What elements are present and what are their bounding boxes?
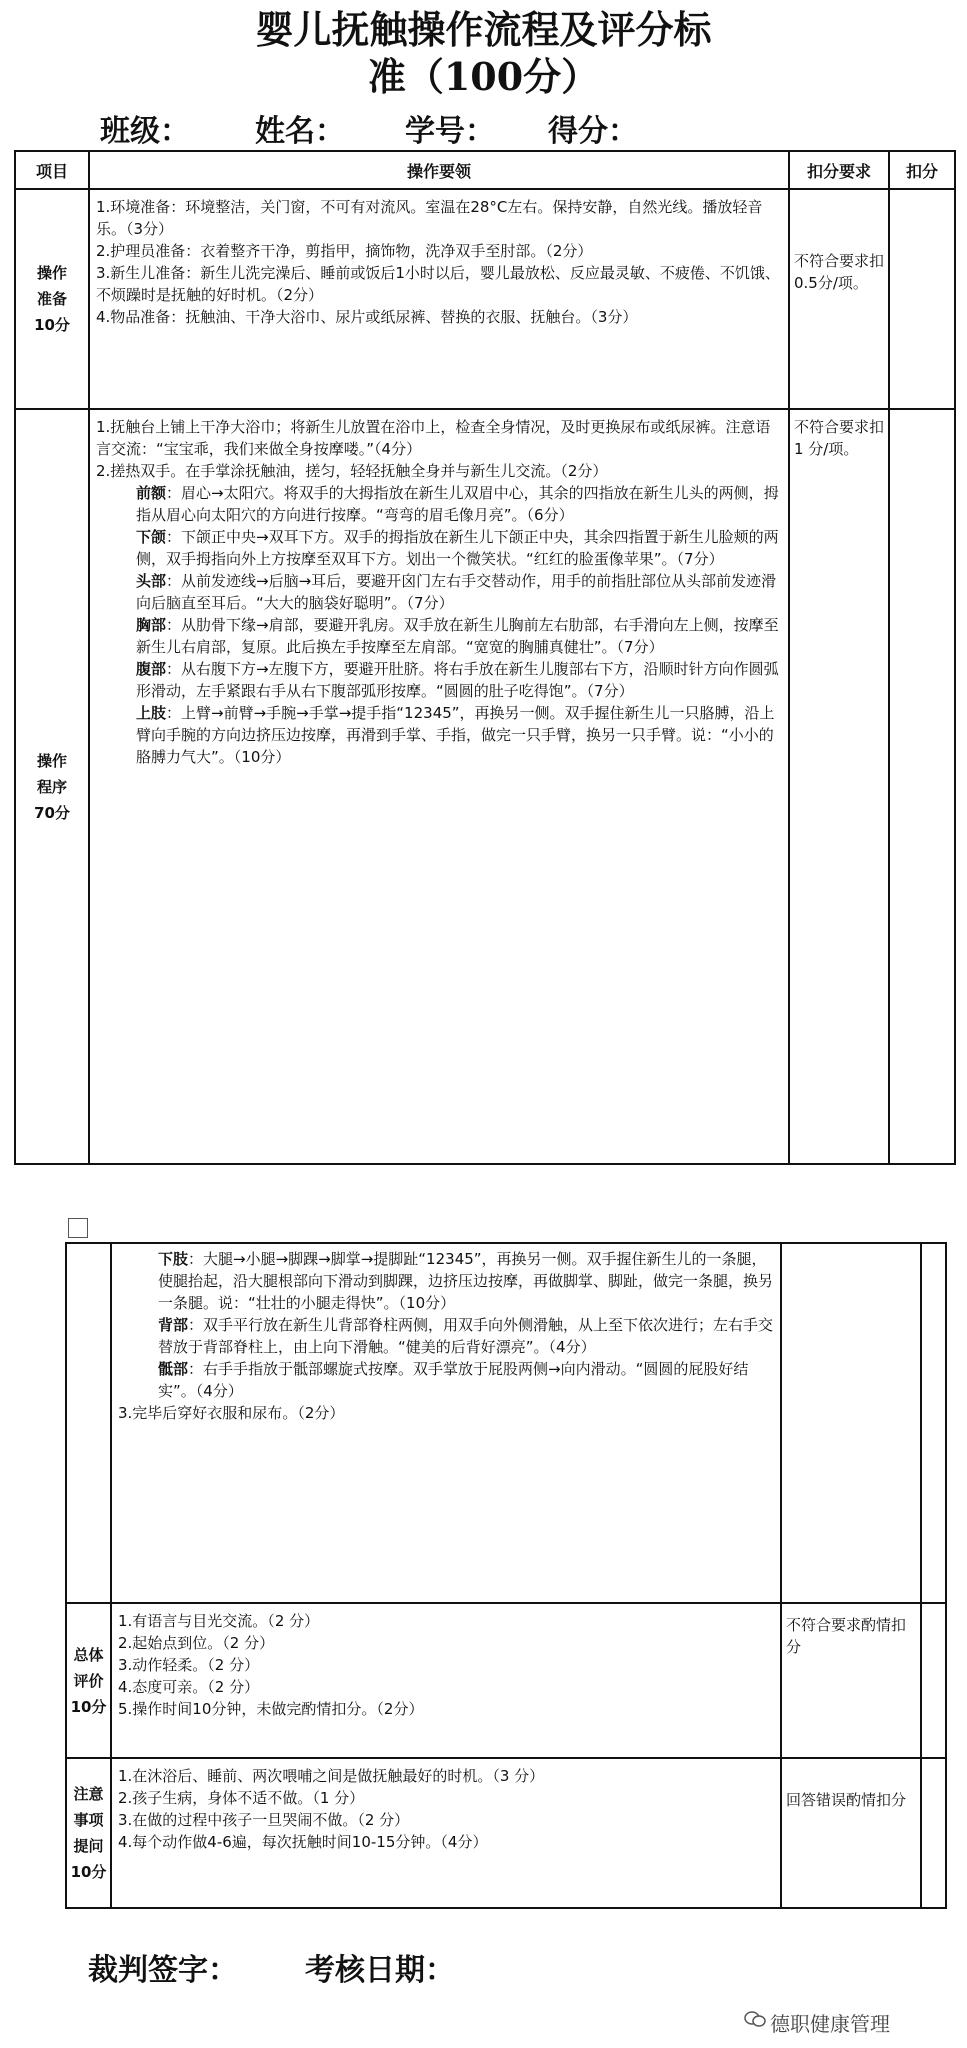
- page-title-line-1: 婴儿抚触操作流程及评分标: [255, 7, 712, 52]
- step-forehead: 前额：眉心→太阳穴。将双手的大拇指放在新生儿双眉中心，其余的四指放在新生儿头的两侧，拇指从眉心向太阳穴的方向进行按摩。“弯弯的眉毛像月亮”。（6分）: [136, 484, 779, 524]
- rule-procedure: 不符合要求扣 1 分/项。: [789, 409, 889, 1164]
- step-sacrum: 骶部：右手手指放于骶部螺旋式按摩。双手掌放于屁股两侧→向内滑动。“圆圆的屁股好结实”。（4分）: [158, 1360, 749, 1400]
- item-notes: 注意 事项 提问 10分: [66, 1758, 111, 1908]
- header-item: 项目: [15, 151, 89, 189]
- header-row: [15, 151, 955, 189]
- wechat-icon: [744, 2010, 766, 2028]
- row-overall: [66, 1603, 946, 1758]
- rule-notes: 回答错误酌情扣分: [781, 1758, 921, 1908]
- deduction-preparation[interactable]: [889, 189, 955, 409]
- row-preparation: [15, 189, 955, 409]
- row-notes: [66, 1758, 946, 1908]
- deduction-notes[interactable]: [921, 1758, 946, 1908]
- scoring-table-part-1: [14, 150, 956, 1165]
- watermark: 德职健康管理: [770, 2012, 890, 2036]
- item-overall: 总体 评价 10分: [66, 1603, 111, 1758]
- rule-overall: 不符合要求酌情扣分: [781, 1603, 921, 1758]
- step-back: 背部：双手平行放在新生儿背部脊柱两侧，用双手向外侧滑触，从上至下依次进行；左右手交替放于背部脊柱上，由上向下滑触。“健美的后背好漂亮”。（4分）: [158, 1316, 774, 1356]
- step-upper-limb: 上肢：上臂→前臂→手腕→手掌→提手指“12345”，再换另一侧。双手握住新生儿一只胳膊，沿上臂向手腕的方向边挤压边按摩，再滑到手掌、手指，做完一只手臂，换另一只手臂。说：“小小的胳膊力气大”。（10分）: [136, 704, 775, 766]
- step-head: 头部：从前发迹线→后脑→耳后，要避开囟门左右手交替动作，用手的前指肚部位从头部前发迹滑向后脑直至耳后。“大大的脑袋好聪明”。（7分）: [136, 572, 777, 612]
- step-lower-limb: 下肢：大腿→小腿→脚踝→脚掌→提脚趾“12345”，再换另一侧。双手握住新生儿的一条腿，使腿抬起，沿大腿根部向下滑动到脚踝，边挤压边按摩，再做脚掌、脚趾，做完一条腿，换另一条腿。说：“壮壮的小腿走得快”。（10分）: [158, 1250, 774, 1312]
- page-title-line-2: 准（100分）: [367, 54, 600, 99]
- step-jaw: 下颌：下颌正中央→双耳下方。双手的拇指放在新生儿下颌正中央，其余四指置于新生儿脸颊的两侧，双手拇指向外上方按摩至双耳下方。划出一个微笑状。“红红的脸蛋像苹果”。（7分）: [136, 528, 779, 568]
- header-deduction: 扣分: [889, 151, 955, 189]
- row-procedure: [15, 409, 955, 1164]
- header-requirements: 操作要领: [89, 151, 789, 189]
- step-abdomen: 腹部：从右腹下方→左腹下方，要避开肚脐。将右手放在新生儿腹部右下方，沿顺时针方向作圆弧形滑动，左手紧跟右手从右下腹部弧形按摩。“圆圆的肚子吃得饱”。（7分）: [136, 660, 779, 700]
- student-id-label: 学号：: [405, 114, 495, 149]
- item-procedure: 操作 程序 70分: [15, 409, 89, 1164]
- deduction-procedure[interactable]: [889, 409, 955, 1164]
- header-deduction-rule: 扣分要求: [789, 151, 889, 189]
- class-label: 班级：: [100, 114, 190, 149]
- requirements-preparation: 1.环境准备：环境整洁，关门窗，不可有对流风。室温在28°C左右。保持安静，自然光线。播放轻音乐。（3分） 2.护理员准备：衣着整齐干净，剪指甲，摘饰物，洗净双手至肘部。（2分） 3.新生儿准备：新生儿洗完澡后、睡前或饭后1小时以后，婴儿最放松、反应最灵敏、不疲倦、不饥饿、不烦躁时是抚触的好时机。（2分） 4.物品准备：抚触油、干净大浴巾、尿片或纸尿裤、替换的衣服、抚触台。（3分）: [89, 189, 789, 409]
- item-preparation: 操作 准备 10分: [15, 189, 89, 409]
- score-label: 得分：: [548, 114, 638, 149]
- deduction-overall[interactable]: [921, 1603, 946, 1758]
- rule-procedure-continued: [781, 1243, 921, 1603]
- requirements-procedure-continued: 下肢：大腿→小腿→脚踝→脚掌→提脚趾“12345”，再换另一侧。双手握住新生儿的一条腿，使腿抬起，沿大腿根部向下滑动到脚踝，边挤压边按摩，再做脚掌、脚趾，做完一条腿，换另一条腿。说：“壮壮的小腿走得快”。（10分） 背部：双手平行放在新生儿背部脊柱两侧，用双手向外侧滑触，从上至下依次进行；左右手交替放于背部脊柱上，由上向下滑触。“健美的后背好漂亮”。（4分） 骶部：右手手指放于骶部螺旋式按摩。双手掌放于屁股两侧→向内滑动。“圆圆的屁股好结实”。（4分） 3.完毕后穿好衣服和尿布。（2分）: [111, 1243, 781, 1603]
- requirements-procedure: 1.抚触台上铺上干净大浴巾；将新生儿放置在浴巾上，检查全身情况，及时更换尿布或纸尿裤。注意语言交流：“宝宝乖，我们来做全身按摩喽。”（4分） 2.搓热双手。在手掌涂抚触油，搓匀，轻轻抚触全身并与新生儿交流。（2分） 前额：眉心→太阳穴。将双手的大拇指放在新生儿双眉中心，其余的四指放在新生儿头的两侧，拇指从眉心向太阳穴的方向进行按摩。“弯弯的眉毛像月亮”。（6分） 下颌：下颌正中央→双耳下方。双手的拇指放在新生儿下颌正中央，其余四指置于新生儿脸颊的两侧，双手拇指向外上方按摩至双耳下方。划出一个微笑状。“红红的脸蛋像苹果”。（7分） 头部：从前发迹线→后脑→耳后，要避开囟门左右手交替动作，用手的前指肚部位从头部前发迹滑向后脑直至耳后。“大大的脑袋好聪明”。（7分） 胸部：从肋骨下缘→肩部，要避开乳房。双手放在新生儿胸前左右肋部，右手滑向左上侧，按摩至新生儿右肩部，复原。此后换左手按摩至左肩部。“宽宽的胸脯真健壮”。（7分） 腹部：从右腹下方→左腹下方，要避开肚脐。将右手放在新生儿腹部右下方，沿顺时针方向作圆弧形滑动，左手紧跟右手从右下腹部弧形按摩。“圆圆的肚子吃得饱”。（7分） 上肢：上臂→前臂→手腕→手掌→提手指“12345”，再换另一侧。双手握住新生儿一只胳膊，沿上臂向手腕的方向边挤压边按摩，再滑到手掌、手指，做完一只手臂，换另一只手臂。说：“小小的胳膊力气大”。（10分）: [89, 409, 789, 1164]
- step-chest: 胸部：从肋骨下缘→肩部，要避开乳房。双手放在新生儿胸前左右肋部，右手滑向左上侧，按摩至新生儿右肩部，复原。此后换左手按摩至左肩部。“宽宽的胸脯真健壮”。（7分）: [136, 616, 779, 656]
- judge-signature-label: 裁判签字：: [88, 1953, 238, 1988]
- row-procedure-continued: [66, 1243, 946, 1603]
- checkbox[interactable]: [68, 1218, 88, 1238]
- item-procedure-continued: [66, 1243, 111, 1603]
- requirements-notes: 1.在沐浴后、睡前、两次喂哺之间是做抚触最好的时机。（3 分） 2.孩子生病，身体不适不做。（1 分） 3.在做的过程中孩子一旦哭闹不做。（2 分） 4.每个动作做4-6遍，每次抚触时间10-15分钟。（4分）: [111, 1758, 781, 1908]
- name-label: 姓名：: [255, 114, 345, 149]
- deduction-procedure-continued[interactable]: [921, 1243, 946, 1603]
- exam-date-label: 考核日期：: [305, 1953, 455, 1988]
- requirements-overall: 1.有语言与目光交流。（2 分） 2.起始点到位。（2 分） 3.动作轻柔。（2 分） 4.态度可亲。（2 分） 5.操作时间10分钟，未做完酌情扣分。（2分）: [111, 1603, 781, 1758]
- rule-preparation: 不符合要求扣 0.5分/项。: [789, 189, 889, 409]
- scoring-table-part-2: [65, 1242, 947, 1909]
